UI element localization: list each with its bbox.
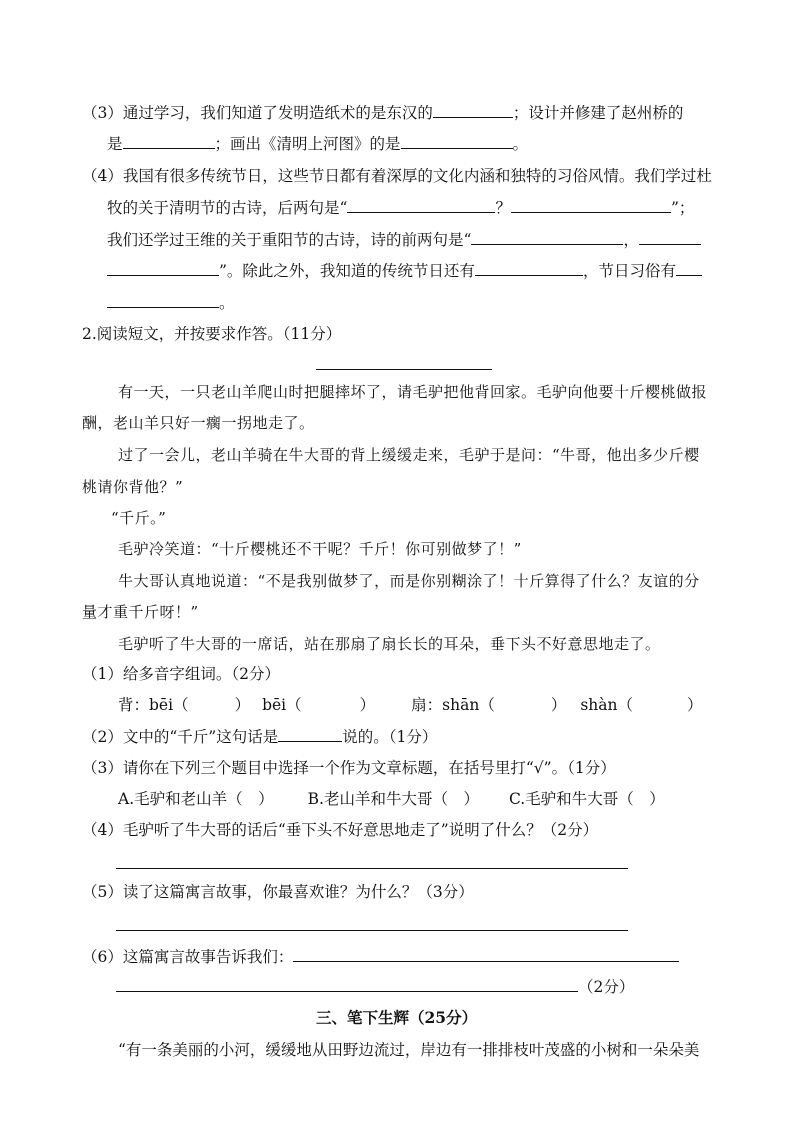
question-6 [82,946,679,967]
answer-blank[interactable] [639,229,701,245]
q1-item-c: bēi（ [262,696,302,714]
story-p5-b: 量才重千斤呀！” [82,603,199,621]
q3-text-1: （3）通过学习，我们知道了发明造纸术的是东汉的 [82,104,433,122]
q4-text-4b: ，节日习俗有 [582,262,676,280]
q4-text-2a: 牧的关于清明节的古诗，后两句是“ [107,199,348,217]
q3-line-2 [107,133,528,154]
q4-line-3 [107,229,701,250]
q2-text-a: （2）文中的“千斤”这句话是 [82,728,279,746]
question-6-line-2 [116,976,634,997]
section3-heading: 三、笔下生辉（25分） [316,1008,478,1027]
answer-blank[interactable] [278,726,342,742]
story-p6: 毛驴听了牛大哥的一席话，站在那扇了扇长长的耳朵，垂下头不好意思地走了。 [118,635,661,653]
q4-line-4 [107,260,702,281]
answer-blank[interactable] [123,133,215,149]
answer-blank[interactable] [401,133,513,149]
answer-blank[interactable] [433,102,513,118]
q4-text-4a: ”。除此之外，我知道的传统节日还有 [219,262,475,280]
q1-item-a: 背：bēi（ [118,696,189,714]
q4-text-1: （4）我国有很多传统节日，这些节日都有着深厚的文化内涵和独特的习俗风情。我们学过杜 [82,167,712,185]
question-1: （1）给多音字组词。（2分） [82,665,280,683]
answer-line[interactable] [116,868,628,869]
answer-line[interactable] [116,930,628,931]
q1-item-b: ） [234,696,251,714]
q4-text-2c: ”； [670,199,695,217]
question-4: （4）毛驴听了牛大哥的话后“垂下头不好意思地走了”说明了什么？（2分） [82,821,599,839]
q1-item-d: ） [359,696,376,714]
story-p2-b: 桃请你背他？” [82,478,184,496]
q3-line-1 [82,102,683,123]
option-c[interactable]: C.毛驴和牛大哥（ ） [508,790,665,808]
question-1-items [118,695,703,715]
question-3: （3）请你在下列三个题目中选择一个作为文章标题，在括号里打“√”。（1分） [82,759,616,777]
answer-blank[interactable] [511,197,671,213]
q4-line-5 [107,292,235,313]
q4-line-1 [82,166,712,186]
question-3-options [118,789,665,809]
q6-score: （2分） [578,978,635,996]
answer-blank[interactable] [293,946,679,962]
answer-blank[interactable] [116,976,578,992]
q6-text: （6）这篇寓言故事告诉我们： [82,948,294,966]
section3-intro: “有一条美丽的小河，缓缓地从田野边流过，岸边有一排排枝叶茂盛的小树和一朵朵美 [118,1041,700,1059]
q1-item-h: ） [687,696,703,714]
story-p1-b: 酬，老山羊只好一瘸一拐地走了。 [82,414,315,432]
q3-text-4: ；画出《清明上河图》的是 [214,135,401,153]
answer-blank[interactable] [347,197,495,213]
story-p4: 毛驴冷笑道：“十斤樱桃还不干呢？千斤！你可别做梦了！” [118,540,522,558]
question-5: （5）读了这篇寓言故事，你最喜欢谁？为什么？（3分） [82,883,474,901]
answer-blank[interactable] [107,292,219,308]
story-p1-a: 有一天，一只老山羊爬山时把腿摔坏了，请毛驴把他背回家。毛驴向他要十斤樱桃做报 [118,383,708,401]
story-p5-a: 牛大哥认真地说道：“不是我别做梦了，而是你别糊涂了！十斤算得了什么？友谊的分 [118,572,700,590]
q3-text-5: 。 [512,135,529,153]
q4-text-2b: ？ [495,199,511,217]
option-b[interactable]: B.老山羊和牛大哥（ ） [307,790,479,808]
answer-blank[interactable] [107,260,219,276]
option-a[interactable]: A.毛驴和老山羊（ ） [118,790,274,808]
q2-text-b: 说的。（1分） [342,728,438,746]
q4-text-3b: ， [623,231,639,249]
q3-text-2: ；设计并修建了赵州桥的 [512,104,684,122]
q4-text-5: 。 [219,294,235,312]
q1-item-e: 扇：shān（ [411,696,495,714]
story-p3: “千斤。” [111,509,167,527]
q3-text-3: 是 [107,135,123,153]
q1-item-g: shàn（ [580,696,634,714]
story-p2-a: 过了一会儿，老山羊骑在牛大哥的背上缓缓走来，毛驴于是问：“牛哥，他出多少斤樱 [118,446,700,464]
story-title-blank[interactable] [316,369,492,370]
question-2 [82,726,437,747]
q4-line-2 [107,197,694,218]
q1-item-f: ） [550,696,567,714]
q4-text-3a: 我们还学过王维的关于重阳节的古诗，诗的前两句是“ [107,231,472,249]
section2-heading: 2.阅读短文，并按要求作答。（11分） [82,325,342,343]
answer-blank[interactable] [676,260,702,276]
answer-blank[interactable] [475,260,583,276]
answer-blank[interactable] [471,229,623,245]
